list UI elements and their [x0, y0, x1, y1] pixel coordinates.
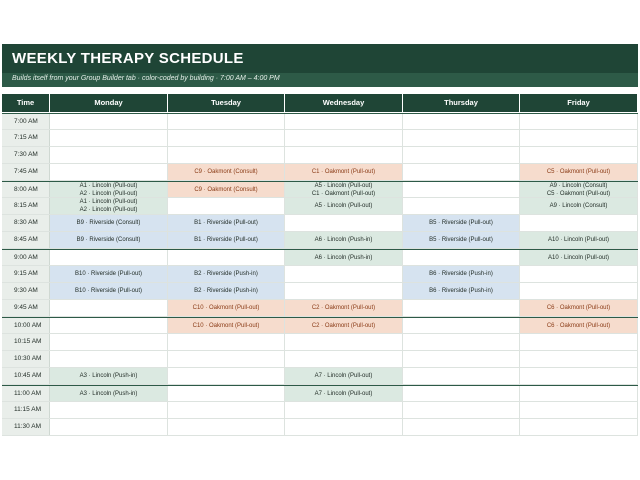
session-label: A7 · Lincoln (Pull-out) [314, 373, 373, 379]
session-cell[interactable] [168, 300, 285, 316]
session-label: B1 · Riverside (Pull-out) [194, 220, 258, 226]
time-slot-label: 8:15 AM [2, 198, 50, 214]
session-label: C1 · Oakmont (Pull-out) [311, 190, 376, 197]
session-label: A3 · Lincoln (Push-in) [79, 373, 138, 379]
session-label: B2 · Riverside (Push-in) [194, 271, 258, 277]
empty-cell[interactable] [520, 402, 638, 418]
empty-cell[interactable] [520, 266, 638, 282]
empty-cell[interactable] [520, 386, 638, 401]
session-label: C6 · Oakmont (Pull-out) [546, 305, 611, 311]
empty-cell[interactable] [50, 402, 168, 418]
time-slot-label: 10:15 AM [2, 334, 50, 350]
session-cell[interactable] [403, 266, 520, 282]
session-cell[interactable] [520, 198, 638, 214]
empty-cell[interactable] [50, 164, 168, 180]
empty-cell[interactable] [403, 351, 520, 367]
session-label: A1 · Lincoln (Pull-out) [79, 182, 138, 189]
empty-cell[interactable] [285, 215, 403, 231]
schedule-row [2, 385, 638, 402]
session-cell[interactable] [520, 318, 638, 333]
empty-cell[interactable] [520, 215, 638, 231]
schedule-row [2, 402, 638, 419]
schedule-row [2, 164, 638, 181]
empty-cell[interactable] [520, 368, 638, 384]
empty-cell[interactable] [520, 114, 638, 129]
session-cell[interactable] [50, 386, 168, 401]
empty-cell[interactable] [168, 386, 285, 401]
empty-cell[interactable] [50, 300, 168, 316]
column-header-monday: Monday [50, 94, 168, 112]
time-slot-label: 7:15 AM [2, 130, 50, 146]
empty-cell[interactable] [520, 147, 638, 163]
schedule-row [2, 351, 638, 368]
empty-cell[interactable] [168, 250, 285, 265]
empty-cell[interactable] [50, 147, 168, 163]
session-cell[interactable] [50, 368, 168, 384]
session-label: C5 · Oakmont (Pull-out) [546, 190, 611, 197]
schedule-row [2, 249, 638, 266]
session-cell[interactable] [285, 300, 403, 316]
time-slot-label: 10:00 AM [2, 318, 50, 333]
column-header-friday: Friday [520, 94, 638, 112]
time-slot-label: 8:45 AM [2, 232, 50, 248]
session-label: A10 · Lincoln (Pull-out) [547, 254, 610, 261]
time-slot-label: 9:30 AM [2, 283, 50, 299]
session-label: C1 · Oakmont (Pull-out) [311, 169, 376, 175]
empty-cell[interactable] [285, 114, 403, 129]
empty-cell[interactable] [168, 334, 285, 350]
session-cell[interactable] [168, 232, 285, 248]
subtitle-bar [2, 73, 638, 87]
session-cell[interactable] [50, 215, 168, 231]
time-slot-label: 11:30 AM [2, 419, 50, 435]
empty-cell[interactable] [403, 419, 520, 435]
session-label: B1 · Riverside (Pull-out) [194, 237, 258, 243]
schedule-row [2, 181, 638, 198]
time-slot-label: 7:30 AM [2, 147, 50, 163]
empty-cell[interactable] [403, 198, 520, 214]
empty-cell[interactable] [168, 368, 285, 384]
session-cell[interactable] [520, 164, 638, 180]
schedule-row [2, 215, 638, 232]
session-label: B2 · Riverside (Push-in) [194, 288, 258, 294]
empty-cell[interactable] [50, 351, 168, 367]
session-cell[interactable] [520, 182, 638, 197]
empty-cell[interactable] [520, 130, 638, 146]
empty-cell[interactable] [285, 147, 403, 163]
empty-cell[interactable] [403, 147, 520, 163]
empty-cell[interactable] [520, 283, 638, 299]
schedule-row [2, 419, 638, 436]
empty-cell[interactable] [50, 130, 168, 146]
page-title: WEEKLY THERAPY SCHEDULE [12, 50, 244, 67]
session-label: A2 · Lincoln (Pull-out) [79, 207, 138, 213]
session-label: C6 · Oakmont (Pull-out) [546, 322, 611, 329]
time-slot-label: 11:15 AM [2, 402, 50, 418]
empty-cell[interactable] [285, 419, 403, 435]
column-header-time: Time [2, 94, 50, 112]
session-cell[interactable] [285, 318, 403, 333]
session-label: C9 · Oakmont (Consult) [194, 169, 258, 175]
session-cell[interactable] [285, 250, 403, 265]
empty-cell[interactable] [168, 130, 285, 146]
empty-cell[interactable] [168, 402, 285, 418]
column-header-tuesday: Tuesday [168, 94, 285, 112]
session-label: A5 · Lincoln (Pull-out) [314, 182, 373, 189]
empty-cell[interactable] [50, 250, 168, 265]
session-cell[interactable] [50, 266, 168, 282]
session-label: B10 · Riverside (Pull-out) [74, 288, 143, 294]
session-label: B9 · Riverside (Consult) [76, 220, 141, 226]
empty-cell[interactable] [50, 419, 168, 435]
empty-cell[interactable] [403, 318, 520, 333]
empty-cell[interactable] [168, 419, 285, 435]
empty-cell[interactable] [285, 283, 403, 299]
empty-cell[interactable] [168, 198, 285, 214]
empty-cell[interactable] [285, 351, 403, 367]
empty-cell[interactable] [403, 368, 520, 384]
empty-cell[interactable] [50, 334, 168, 350]
schedule-row [2, 130, 638, 147]
session-label: B5 · Riverside (Pull-out) [429, 237, 493, 243]
session-cell[interactable] [168, 266, 285, 282]
schedule-row [2, 368, 638, 385]
session-cell[interactable] [285, 182, 403, 197]
session-cell[interactable] [520, 300, 638, 316]
empty-cell[interactable] [520, 419, 638, 435]
schedule-header-row [2, 94, 638, 112]
session-label: B5 · Riverside (Pull-out) [429, 220, 493, 226]
session-label: B10 · Riverside (Pull-out) [74, 271, 143, 277]
schedule-row [2, 317, 638, 334]
session-label: C5 · Oakmont (Pull-out) [546, 169, 611, 175]
session-cell[interactable] [403, 215, 520, 231]
session-cell[interactable] [285, 386, 403, 401]
session-label: A10 · Lincoln (Pull-out) [547, 237, 610, 243]
empty-cell[interactable] [50, 318, 168, 333]
schedule-row [2, 113, 638, 130]
session-cell[interactable] [50, 198, 168, 214]
schedule-row [2, 198, 638, 215]
session-cell[interactable] [285, 198, 403, 214]
empty-cell[interactable] [168, 114, 285, 129]
session-cell[interactable] [520, 232, 638, 248]
schedule-row [2, 266, 638, 283]
time-slot-label: 8:30 AM [2, 215, 50, 231]
session-label: B9 · Riverside (Consult) [76, 237, 141, 243]
empty-cell[interactable] [403, 130, 520, 146]
schedule-row [2, 334, 638, 351]
empty-cell[interactable] [403, 164, 520, 180]
session-label: C10 · Oakmont (Pull-out) [192, 305, 260, 311]
session-label: C2 · Oakmont (Pull-out) [311, 322, 376, 329]
session-cell[interactable] [168, 215, 285, 231]
time-slot-label: 10:30 AM [2, 351, 50, 367]
title-bar [2, 44, 638, 73]
schedule-row [2, 283, 638, 300]
session-label: C10 · Oakmont (Pull-out) [192, 322, 260, 329]
empty-cell[interactable] [403, 250, 520, 265]
empty-cell[interactable] [168, 147, 285, 163]
empty-cell[interactable] [520, 351, 638, 367]
session-cell[interactable] [285, 232, 403, 248]
session-cell[interactable] [285, 368, 403, 384]
session-label: A6 · Lincoln (Push-in) [314, 254, 373, 261]
session-label: A5 · Lincoln (Pull-out) [314, 203, 373, 209]
session-label: A3 · Lincoln (Push-in) [79, 390, 138, 397]
session-label: C9 · Oakmont (Consult) [194, 186, 258, 193]
session-cell[interactable] [285, 164, 403, 180]
empty-cell[interactable] [403, 182, 520, 197]
empty-cell[interactable] [168, 351, 285, 367]
empty-cell[interactable] [403, 300, 520, 316]
time-slot-label: 7:45 AM [2, 164, 50, 180]
empty-cell[interactable] [403, 386, 520, 401]
empty-cell[interactable] [403, 402, 520, 418]
session-label: A7 · Lincoln (Pull-out) [314, 390, 373, 397]
session-cell[interactable] [520, 250, 638, 265]
time-slot-label: 9:00 AM [2, 250, 50, 265]
session-cell[interactable] [50, 182, 168, 197]
session-label: B6 · Riverside (Push-in) [429, 288, 493, 294]
schedule-row [2, 147, 638, 164]
column-header-wednesday: Wednesday [285, 94, 403, 112]
time-slot-label: 8:00 AM [2, 182, 50, 197]
session-cell[interactable] [403, 283, 520, 299]
session-cell[interactable] [168, 283, 285, 299]
empty-cell[interactable] [50, 114, 168, 129]
session-cell[interactable] [168, 182, 285, 197]
session-cell[interactable] [168, 164, 285, 180]
session-cell[interactable] [168, 318, 285, 333]
empty-cell[interactable] [520, 334, 638, 350]
session-label: A9 · Lincoln (Consult) [549, 203, 608, 209]
schedule-row [2, 232, 638, 249]
session-cell[interactable] [50, 232, 168, 248]
column-header-thursday: Thursday [403, 94, 520, 112]
empty-cell[interactable] [403, 334, 520, 350]
session-label: A9 · Lincoln (Consult) [549, 182, 608, 189]
session-label: A6 · Lincoln (Push-in) [314, 237, 373, 243]
time-slot-label: 7:00 AM [2, 114, 50, 129]
empty-cell[interactable] [285, 266, 403, 282]
empty-cell[interactable] [403, 114, 520, 129]
session-label: C2 · Oakmont (Pull-out) [311, 305, 376, 311]
session-label: A2 · Lincoln (Pull-out) [79, 190, 138, 197]
empty-cell[interactable] [285, 402, 403, 418]
schedule-row [2, 300, 638, 317]
empty-cell[interactable] [285, 130, 403, 146]
session-label: A1 · Lincoln (Pull-out) [79, 199, 138, 205]
session-cell[interactable] [403, 232, 520, 248]
time-slot-label: 9:45 AM [2, 300, 50, 316]
time-slot-label: 10:45 AM [2, 368, 50, 384]
time-slot-label: 9:15 AM [2, 266, 50, 282]
session-cell[interactable] [50, 283, 168, 299]
page-subtitle: Builds itself from your Group Builder tab · color-coded by building · 7:00 AM – 4:00 PM [12, 75, 280, 82]
time-slot-label: 11:00 AM [2, 386, 50, 401]
session-label: B6 · Riverside (Push-in) [429, 271, 493, 277]
empty-cell[interactable] [285, 334, 403, 350]
